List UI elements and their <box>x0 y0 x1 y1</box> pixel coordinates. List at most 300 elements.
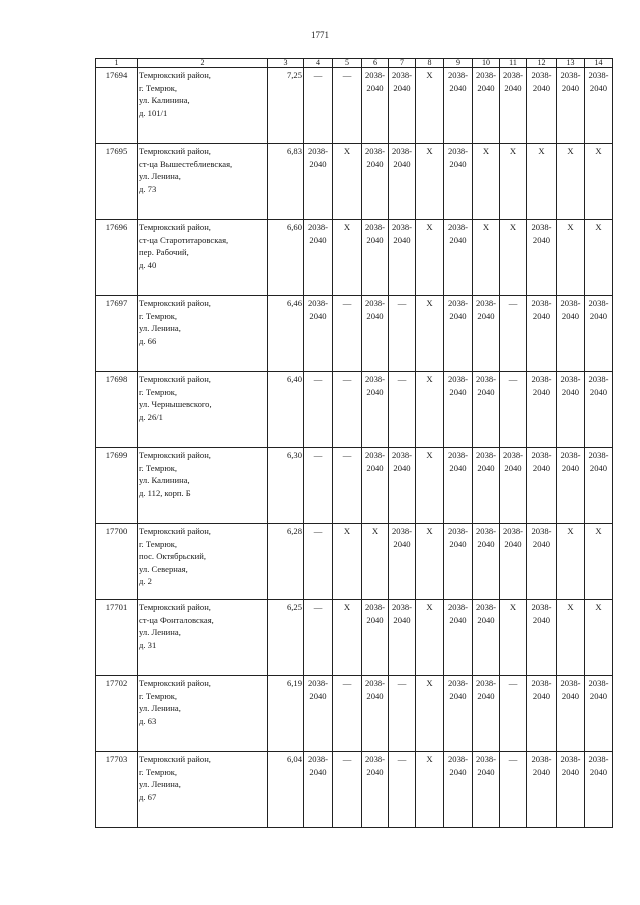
column-number-3: 3 <box>268 59 304 68</box>
cell-line: 2038- <box>391 602 413 612</box>
period-cell-col-14 <box>585 600 613 676</box>
period-cell-col-4 <box>304 600 333 676</box>
address-cell <box>138 372 268 448</box>
cell-line: X <box>426 146 433 156</box>
period-cell-col-5 <box>333 296 362 372</box>
table-row <box>96 372 613 448</box>
cell-line: 2040 <box>532 614 551 625</box>
period-cell-col-6 <box>362 676 389 752</box>
period-cell-col-9 <box>444 144 473 220</box>
cell-line: 2040 <box>532 462 551 473</box>
period-cell-col-5 <box>333 144 362 220</box>
cell-line: 2040 <box>477 82 495 93</box>
cell-line: 2038- <box>531 70 552 80</box>
cell-line: 2038- <box>447 222 469 232</box>
cell-line: 2040 <box>504 462 522 473</box>
column-number-6: 6 <box>362 59 389 68</box>
period-cell-col-11 <box>500 676 527 752</box>
cell-line: 2038- <box>560 70 581 80</box>
area-value: 6,83 <box>268 144 304 220</box>
table-body <box>96 59 613 828</box>
cell-line: 2038- <box>560 374 581 384</box>
cell-line: 2040 <box>589 690 608 701</box>
cell-line: 2038- <box>364 602 386 612</box>
column-number-8: 8 <box>416 59 444 68</box>
period-cell-col-5 <box>333 220 362 296</box>
period-cell-col-13 <box>557 296 585 372</box>
period-cell-col-7 <box>389 68 416 144</box>
period-cell-col-11 <box>500 600 527 676</box>
cell-line: 2040 <box>532 766 551 777</box>
cell-line: 2038- <box>447 450 469 460</box>
column-number-10: 10 <box>473 59 500 68</box>
period-cell-col-12 <box>527 220 557 296</box>
period-cell-col-12 <box>527 448 557 524</box>
period-cell-col-11 <box>500 68 527 144</box>
area-value: 6,46 <box>268 296 304 372</box>
cell-line: 2040 <box>449 82 467 93</box>
cell-line: 2040 <box>366 310 384 321</box>
address-line: ул. Калинина, <box>139 475 190 485</box>
cell-line: X <box>482 222 490 232</box>
record-number: 17696 <box>96 220 138 296</box>
cell-line: 2038- <box>588 298 609 308</box>
record-number: 17695 <box>96 144 138 220</box>
period-cell-col-4 <box>304 372 333 448</box>
period-cell-col-5 <box>333 676 362 752</box>
cell-line: 2038- <box>447 602 469 612</box>
period-cell-col-8 <box>416 220 444 296</box>
address-line: г. Темрюк, <box>139 82 178 93</box>
period-cell-col-11 <box>500 296 527 372</box>
period-cell-col-6 <box>362 448 389 524</box>
cell-line: X <box>595 222 602 232</box>
cell-line: X <box>343 222 351 232</box>
cell-line: X <box>426 222 433 232</box>
period-cell-col-9 <box>444 220 473 296</box>
cell-line: 2040 <box>477 538 495 549</box>
cell-line: X <box>482 146 490 156</box>
column-number-13: 13 <box>557 59 585 68</box>
period-cell-col-4 <box>304 752 333 828</box>
cell-line: 2038- <box>588 374 609 384</box>
area-value: 6,60 <box>268 220 304 296</box>
period-cell-col-5 <box>333 600 362 676</box>
cell-line: — <box>342 298 352 308</box>
address-line: пер. Рабочий, <box>139 247 189 257</box>
column-number-1: 1 <box>96 59 138 68</box>
cell-line: 2038- <box>475 70 497 80</box>
record-number: 17701 <box>96 600 138 676</box>
record-number: 17700 <box>96 524 138 600</box>
cell-line: — <box>508 678 518 688</box>
address-line: ул. Ленина, <box>139 627 181 637</box>
cell-line: 2040 <box>449 310 467 321</box>
address-line: г. Темрюк, <box>139 538 178 549</box>
cell-line: 2040 <box>366 462 384 473</box>
address-line: Темрюкский район, <box>139 146 211 156</box>
table-row <box>96 676 613 752</box>
cell-line: 2040 <box>366 82 384 93</box>
cell-line: 2038- <box>560 450 581 460</box>
cell-line: 2038- <box>588 450 609 460</box>
address-line: д. 112, корп. Б <box>139 487 191 498</box>
area-value: 6,04 <box>268 752 304 828</box>
cell-line: 2038- <box>391 146 413 156</box>
period-cell-col-14 <box>585 524 613 600</box>
column-number-9: 9 <box>444 59 473 68</box>
period-cell-col-8 <box>416 600 444 676</box>
address-line: г. Темрюк, <box>139 462 178 473</box>
cell-line: — <box>313 602 323 612</box>
period-cell-col-7 <box>389 448 416 524</box>
area-value: 6,19 <box>268 676 304 752</box>
cell-line: 2038- <box>531 298 552 308</box>
cell-line: 2038- <box>364 146 386 156</box>
address-line: д. 66 <box>139 335 157 346</box>
cell-line: 2040 <box>561 690 580 701</box>
period-cell-col-13 <box>557 68 585 144</box>
cell-line: — <box>508 298 518 308</box>
cell-line: 2040 <box>309 158 327 169</box>
address-cell <box>138 676 268 752</box>
period-cell-col-10 <box>473 448 500 524</box>
cell-line: 2038- <box>475 678 497 688</box>
cell-line: X <box>538 146 545 156</box>
address-line: Темрюкский район, <box>139 602 211 612</box>
cell-line: 2040 <box>449 614 467 625</box>
cell-line: 2040 <box>366 766 384 777</box>
period-cell-col-4 <box>304 524 333 600</box>
cell-line: 2038- <box>447 374 469 384</box>
period-cell-col-5 <box>333 372 362 448</box>
period-cell-col-7 <box>389 524 416 600</box>
cell-line: 2040 <box>532 310 551 321</box>
cell-line: — <box>342 450 352 460</box>
period-cell-col-10 <box>473 752 500 828</box>
column-number-14: 14 <box>585 59 613 68</box>
cell-line: 2040 <box>532 386 551 397</box>
period-cell-col-14 <box>585 68 613 144</box>
cell-line: X <box>426 526 433 536</box>
address-line: Темрюкский район, <box>139 374 211 384</box>
address-line: ул. Ленина, <box>139 779 181 789</box>
period-cell-col-11 <box>500 144 527 220</box>
period-cell-col-12 <box>527 676 557 752</box>
cell-line: 2038- <box>447 678 469 688</box>
cell-line: 2038- <box>475 602 497 612</box>
period-cell-col-8 <box>416 448 444 524</box>
cell-line: 2040 <box>449 386 467 397</box>
period-cell-col-10 <box>473 144 500 220</box>
cell-line: 2038- <box>307 298 329 308</box>
cell-line: — <box>397 374 407 384</box>
area-value: 6,28 <box>268 524 304 600</box>
period-cell-col-4 <box>304 448 333 524</box>
cell-line: 2038- <box>364 374 386 384</box>
area-value: 6,25 <box>268 600 304 676</box>
period-cell-col-14 <box>585 144 613 220</box>
period-cell-col-10 <box>473 676 500 752</box>
cell-line: 2038- <box>588 70 609 80</box>
period-cell-col-11 <box>500 752 527 828</box>
period-cell-col-8 <box>416 296 444 372</box>
period-cell-col-10 <box>473 68 500 144</box>
header-row <box>96 59 613 68</box>
period-cell-col-4 <box>304 68 333 144</box>
period-cell-col-10 <box>473 524 500 600</box>
address-line: д. 2 <box>139 576 152 586</box>
cell-line: X <box>343 146 351 156</box>
cell-line: 2038- <box>531 222 552 232</box>
cell-line: 2040 <box>589 82 608 93</box>
cell-line: 2040 <box>366 690 384 701</box>
cell-line: 2038- <box>531 526 552 536</box>
period-cell-col-9 <box>444 600 473 676</box>
record-number: 17698 <box>96 372 138 448</box>
address-cell <box>138 144 268 220</box>
cell-line: 2038- <box>364 222 386 232</box>
period-cell-col-9 <box>444 296 473 372</box>
address-line: Темрюкский район, <box>139 222 211 232</box>
period-cell-col-8 <box>416 372 444 448</box>
area-value: 6,30 <box>268 448 304 524</box>
period-cell-col-9 <box>444 752 473 828</box>
cell-line: 2040 <box>589 310 608 321</box>
cell-line: X <box>595 602 602 612</box>
period-cell-col-13 <box>557 524 585 600</box>
address-line: Темрюкский район, <box>139 70 211 80</box>
period-cell-col-12 <box>527 600 557 676</box>
cell-line: 2040 <box>393 538 411 549</box>
cell-line: 2038- <box>307 678 329 688</box>
period-cell-col-9 <box>444 524 473 600</box>
cell-line: 2038- <box>391 526 413 536</box>
period-cell-col-7 <box>389 600 416 676</box>
period-cell-col-12 <box>527 68 557 144</box>
cell-line: — <box>313 374 323 384</box>
period-cell-col-6 <box>362 296 389 372</box>
period-cell-col-11 <box>500 372 527 448</box>
cell-line: 2040 <box>449 690 467 701</box>
cell-line: X <box>426 602 433 612</box>
period-cell-col-8 <box>416 144 444 220</box>
period-cell-col-4 <box>304 220 333 296</box>
period-cell-col-11 <box>500 448 527 524</box>
address-line: ул. Ленина, <box>139 171 181 181</box>
period-cell-col-6 <box>362 68 389 144</box>
address-line: д. 67 <box>139 791 157 802</box>
cell-line: X <box>567 602 574 612</box>
period-cell-col-10 <box>473 220 500 296</box>
period-cell-col-12 <box>527 144 557 220</box>
cell-line: 2040 <box>561 310 580 321</box>
period-cell-col-11 <box>500 524 527 600</box>
period-cell-col-12 <box>527 524 557 600</box>
column-number-7: 7 <box>389 59 416 68</box>
cell-line: 2040 <box>504 82 522 93</box>
cell-line: 2038- <box>531 678 552 688</box>
cell-line: 2038- <box>364 678 386 688</box>
address-line: д. 26/1 <box>139 411 163 422</box>
cell-line: 2038- <box>475 374 497 384</box>
record-number: 17697 <box>96 296 138 372</box>
address-line: Темрюкский район, <box>139 526 211 536</box>
period-cell-col-12 <box>527 752 557 828</box>
period-cell-col-13 <box>557 752 585 828</box>
period-cell-col-13 <box>557 600 585 676</box>
cell-line: — <box>342 374 352 384</box>
cell-line: — <box>508 754 518 764</box>
period-cell-col-12 <box>527 296 557 372</box>
cell-line: — <box>397 678 407 688</box>
address-line: Темрюкский район, <box>139 450 211 460</box>
period-cell-col-10 <box>473 296 500 372</box>
cell-line: — <box>508 374 518 384</box>
address-line: ул. Северная, <box>139 563 188 574</box>
period-cell-col-13 <box>557 372 585 448</box>
address-line: д. 101/1 <box>139 107 168 118</box>
cell-line: 2038- <box>560 678 581 688</box>
period-cell-col-10 <box>473 372 500 448</box>
table-row <box>96 68 613 144</box>
period-cell-col-6 <box>362 524 389 600</box>
cell-line: 2040 <box>309 310 327 321</box>
cell-line: — <box>342 754 352 764</box>
period-cell-col-6 <box>362 220 389 296</box>
cell-line: 2040 <box>366 386 384 397</box>
cell-line: X <box>426 70 433 80</box>
cell-line: — <box>342 70 352 80</box>
period-cell-col-14 <box>585 676 613 752</box>
cell-line: X <box>567 222 574 232</box>
column-number-11: 11 <box>500 59 527 68</box>
period-cell-col-5 <box>333 68 362 144</box>
cell-line: 2040 <box>393 158 411 169</box>
cell-line: 2040 <box>561 82 580 93</box>
period-cell-col-7 <box>389 372 416 448</box>
cell-line: X <box>567 526 574 536</box>
cell-line: X <box>426 754 433 764</box>
cell-line: 2038- <box>391 222 413 232</box>
period-cell-col-10 <box>473 600 500 676</box>
cell-line: 2040 <box>309 234 327 245</box>
address-line: ул. Чернышевского, <box>139 399 212 409</box>
period-cell-col-7 <box>389 752 416 828</box>
period-cell-col-5 <box>333 448 362 524</box>
address-line: ул. Ленина, <box>139 703 181 713</box>
cell-line: 2040 <box>393 462 411 473</box>
address-line: Темрюкский район, <box>139 754 211 764</box>
cell-line: 2040 <box>449 462 467 473</box>
period-cell-col-14 <box>585 296 613 372</box>
cell-line: 2040 <box>393 614 411 625</box>
cell-line: 2040 <box>477 310 495 321</box>
record-number: 17702 <box>96 676 138 752</box>
period-cell-col-14 <box>585 448 613 524</box>
cell-line: 2040 <box>532 538 551 549</box>
period-cell-col-5 <box>333 524 362 600</box>
period-cell-col-13 <box>557 144 585 220</box>
address-line: д. 73 <box>139 183 157 194</box>
page-number: 1771 <box>311 30 329 40</box>
record-number: 17694 <box>96 68 138 144</box>
cell-line: X <box>426 374 433 384</box>
period-cell-col-13 <box>557 220 585 296</box>
table-row <box>96 220 613 296</box>
period-cell-col-4 <box>304 676 333 752</box>
column-number-2: 2 <box>138 59 268 68</box>
cell-line: X <box>509 602 517 612</box>
cell-line: 2038- <box>502 526 524 536</box>
period-cell-col-8 <box>416 68 444 144</box>
cell-line: X <box>426 298 433 308</box>
period-cell-col-8 <box>416 676 444 752</box>
cell-line: — <box>313 526 323 536</box>
address-line: ст-ца Старотитаровская, <box>139 234 229 245</box>
cell-line: 2040 <box>532 82 551 93</box>
column-number-5: 5 <box>333 59 362 68</box>
period-cell-col-7 <box>389 144 416 220</box>
address-line: д. 63 <box>139 715 157 726</box>
cell-line: X <box>343 602 351 612</box>
cell-line: 2040 <box>589 386 608 397</box>
cell-line: 2040 <box>309 690 327 701</box>
record-number: 17703 <box>96 752 138 828</box>
cell-line: 2040 <box>449 234 467 245</box>
column-number-4: 4 <box>304 59 333 68</box>
table-row <box>96 752 613 828</box>
cell-line: 2038- <box>447 298 469 308</box>
cell-line: 2038- <box>364 754 386 764</box>
cell-line: 2040 <box>532 690 551 701</box>
period-cell-col-4 <box>304 296 333 372</box>
address-cell <box>138 220 268 296</box>
cell-line: 2038- <box>531 450 552 460</box>
cell-line: X <box>426 678 433 688</box>
cell-line: X <box>371 526 379 536</box>
cell-line: 2038- <box>475 754 497 764</box>
cell-line: 2038- <box>588 678 609 688</box>
table-row <box>96 296 613 372</box>
period-cell-col-6 <box>362 372 389 448</box>
cell-line: 2038- <box>560 298 581 308</box>
address-line: Темрюкский район, <box>139 298 211 308</box>
period-cell-col-6 <box>362 752 389 828</box>
cell-line: 2038- <box>447 146 469 156</box>
cell-line: 2038- <box>447 526 469 536</box>
period-cell-col-8 <box>416 752 444 828</box>
period-cell-col-12 <box>527 372 557 448</box>
cell-line: 2040 <box>477 462 495 473</box>
cell-line: 2038- <box>364 450 386 460</box>
cell-line: 2038- <box>531 754 552 764</box>
cell-line: X <box>343 526 351 536</box>
cell-line: 2040 <box>589 766 608 777</box>
period-cell-col-9 <box>444 68 473 144</box>
address-line: пос. Октябрьский, <box>139 551 207 561</box>
period-cell-col-6 <box>362 144 389 220</box>
column-number-12: 12 <box>527 59 557 68</box>
cell-line: 2038- <box>364 298 386 308</box>
cell-line: 2038- <box>531 602 552 612</box>
period-cell-col-7 <box>389 676 416 752</box>
cell-line: 2038- <box>502 70 524 80</box>
period-cell-col-5 <box>333 752 362 828</box>
address-line: г. Темрюк, <box>139 690 178 701</box>
area-value: 7,25 <box>268 68 304 144</box>
cell-line: 2040 <box>561 766 580 777</box>
